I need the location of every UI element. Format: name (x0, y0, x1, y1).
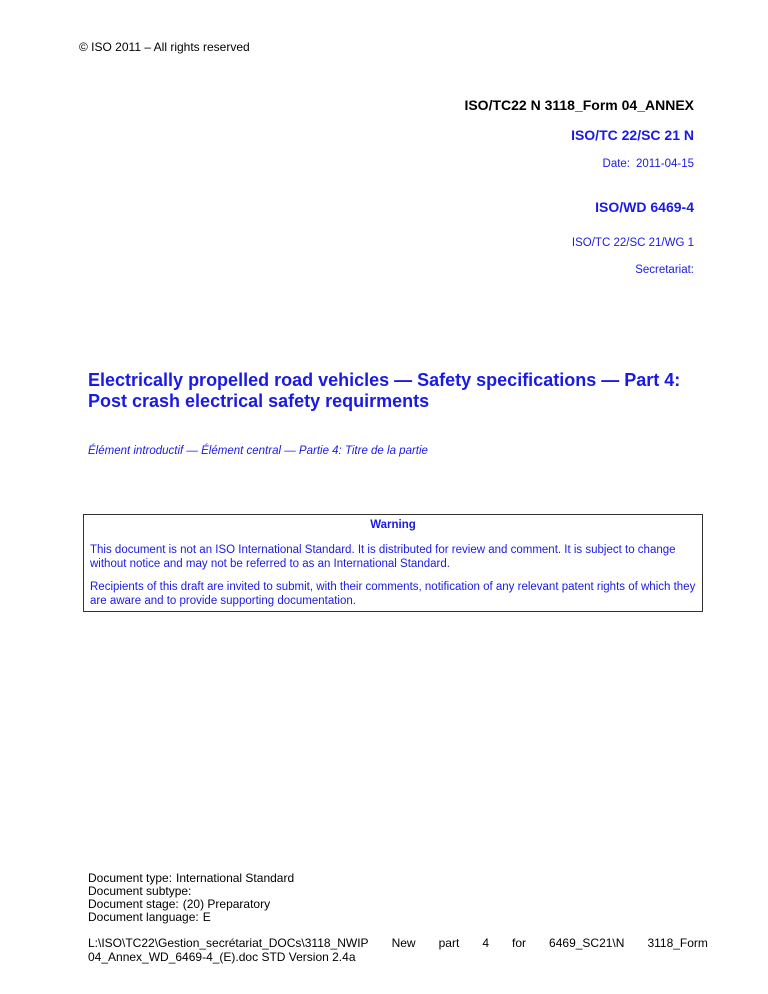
document-reference: ISO/TC22 N 3118_Form 04_ANNEX (464, 97, 694, 113)
document-stage-value: (20) Preparatory (182, 897, 271, 911)
path-segment: 4 (482, 936, 489, 950)
document-info (88, 872, 294, 924)
document-type-label: Document type: (88, 871, 173, 885)
date-label: Date: (602, 158, 631, 170)
working-draft-number: ISO/WD 6469-4 (595, 199, 694, 215)
document-language (88, 911, 294, 924)
warning-box (83, 514, 703, 612)
title-line-2: Post crash electrical safety requirments (88, 391, 430, 411)
path-segment: part (438, 936, 460, 950)
document-subtype-label: Document subtype: (88, 884, 192, 898)
secretariat-label: Secretariat: (635, 264, 694, 276)
copyright-notice: © ISO 2011 – All rights reserved (79, 40, 250, 54)
french-title: Élément introductif — Élément central — Partie 4: Titre de la partie (88, 445, 428, 457)
warning-paragraph-1: This document is not an ISO International Standard. It is distributed for review and comment. It is subject to change without notice and may not be referred to as an International Standard. (90, 544, 676, 570)
title-line-1: Electrically propelled road vehicles — Safety specifications — Part 4: (88, 370, 681, 390)
document-date (603, 158, 694, 170)
warning-heading: Warning (370, 519, 416, 531)
file-path-line-2: 04_Annex_WD_6469-4_(E).doc STD Version 2.4a (88, 950, 356, 964)
document-stage-label: Document stage: (88, 897, 179, 911)
working-group-reference: ISO/TC 22/SC 21/WG 1 (571, 237, 694, 249)
file-path-line-1 (88, 936, 708, 950)
warning-paragraph-2: Recipients of this draft are invited to submit, with their comments, notification of any relevant patent rights of which they are aware and to provide supporting documentation. (90, 581, 696, 607)
path-segment: for (512, 936, 527, 950)
committee-reference: ISO/TC 22/SC 21 N (571, 127, 694, 143)
document-type-value: International Standard (176, 871, 295, 885)
date-value: 2011-04-15 (636, 158, 694, 170)
path-segment: 3118_Form (647, 936, 708, 950)
document-language-value: E (202, 910, 211, 924)
path-segment: New (391, 936, 416, 950)
path-segment: 6469_SC21\N (549, 936, 625, 950)
document-title (88, 370, 708, 412)
path-segment: L:\ISO\TC22\Gestion_secrétariat_DOCs\3118_NWIP (88, 936, 369, 950)
document-language-label: Document language: (88, 910, 199, 924)
